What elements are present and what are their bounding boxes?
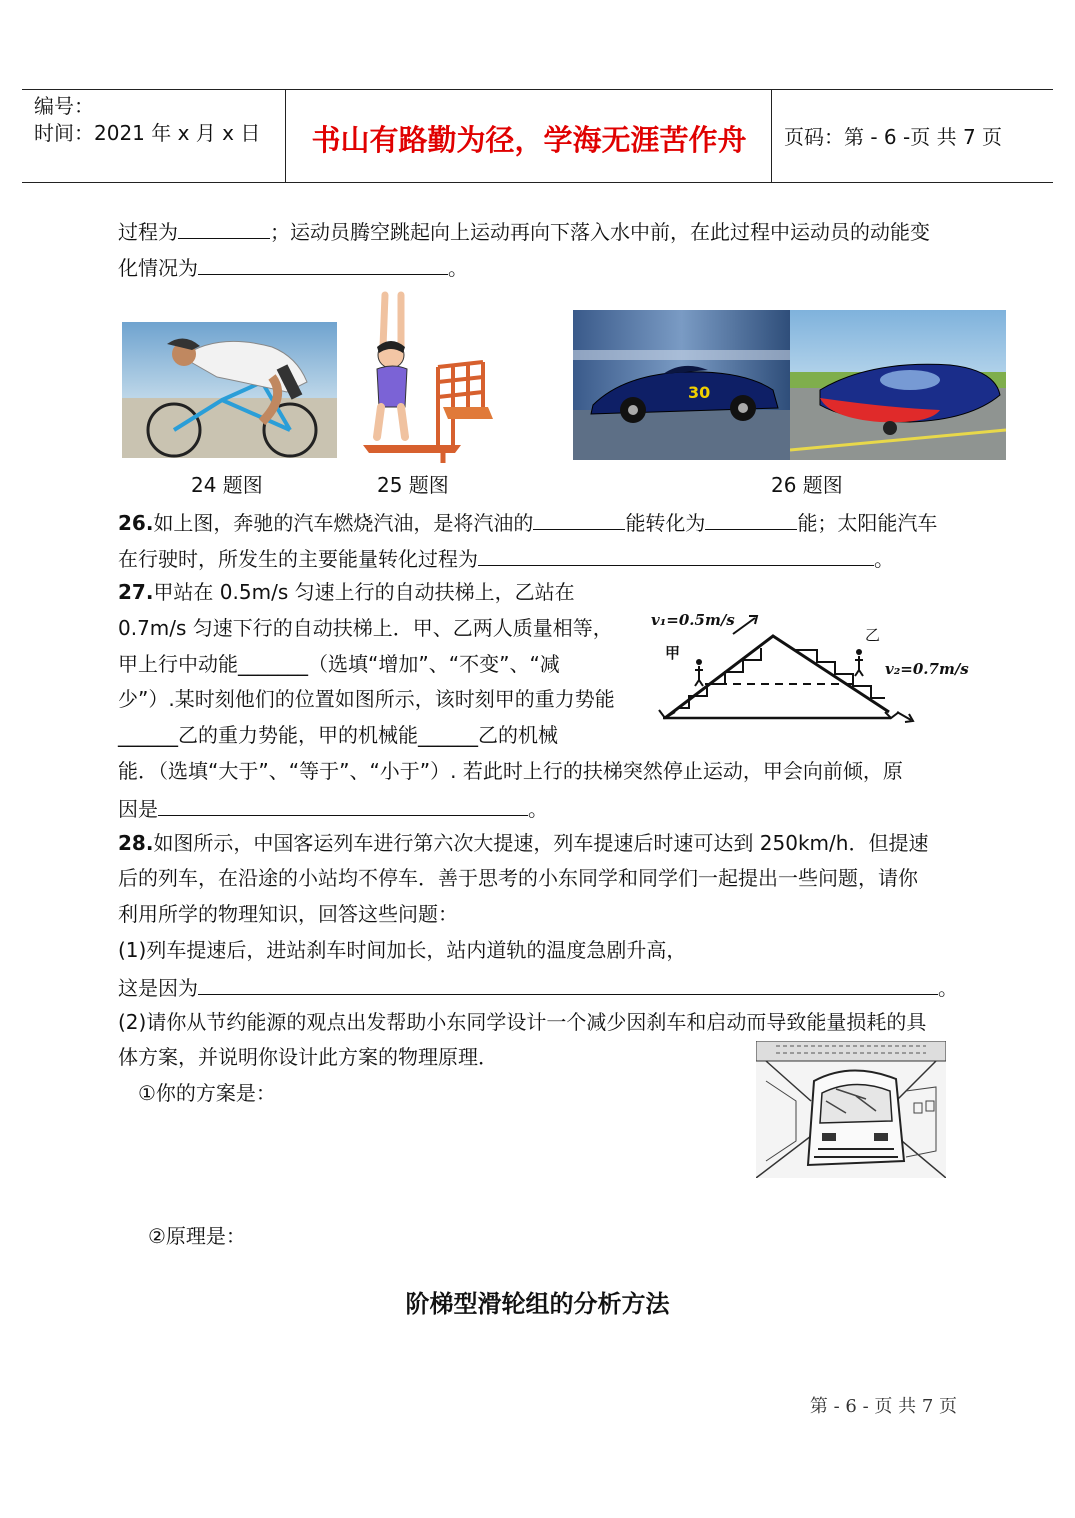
section-title: 阶梯型滑轮组的分析方法	[405, 1289, 670, 1318]
answer-blank[interactable]	[178, 216, 270, 239]
fig24-cyclist-photo	[122, 322, 337, 458]
person-jia-figure	[695, 659, 703, 686]
q26-text-a: 如上图，奔驰的汽车燃烧汽油，是将汽油的	[153, 511, 534, 535]
answer-blank[interactable]	[198, 972, 938, 995]
q28-plan-label: ①你的方案是：	[138, 1081, 276, 1105]
q28-number: 28.	[118, 831, 154, 855]
train-tunnel-sketch	[756, 1041, 946, 1178]
q26-text-b: 能转化为	[625, 511, 706, 535]
escalator-diagram	[645, 600, 975, 730]
header-motto: 书山有路勤为径，学海无涯苦作舟	[311, 123, 747, 157]
q28-principle-label: ②原理是：	[148, 1224, 246, 1248]
header-bottom-border	[22, 182, 1053, 183]
svg-text:30: 30	[688, 383, 711, 402]
q28-line-5	[118, 972, 958, 1002]
q28-line-4: (1)列车提速后，进站刹车时间加长，站内道轨的温度急剧升高，	[118, 938, 687, 962]
q25-text-d: 。	[448, 256, 468, 280]
answer-blank[interactable]	[705, 507, 797, 530]
q28-line-7: 体方案，并说明你设计此方案的物理原理．	[118, 1045, 498, 1069]
q28-line-3: 利用所学的物理知识，回答这些问题：	[118, 902, 458, 926]
fig26-solar-car-photo	[790, 310, 1006, 460]
person-yi-figure	[855, 649, 863, 676]
yi-label: 乙	[865, 626, 881, 644]
answer-blank[interactable]	[198, 252, 448, 275]
q25-line-2	[118, 252, 468, 282]
answer-blank[interactable]	[478, 543, 874, 566]
q27-line-7	[118, 793, 548, 823]
q26-text-d: 在行驶时，所发生的主要能量转化过程为	[118, 547, 478, 571]
v2-label: v₂=0.7m/s	[885, 660, 969, 678]
page-footer: 第 - 6 - 页 共 7 页	[809, 1396, 957, 1417]
q25-text-a: 过程为	[118, 220, 178, 244]
q28-text-5a: 这是因为	[118, 976, 198, 1000]
q27-line-2: 0.7m/s 匀速下行的自动扶梯上．甲、乙两人质量相等，	[118, 616, 613, 640]
header-page-info: 页码：第 - 6 -页 共 7 页	[784, 125, 1003, 149]
fig25-caption: 25 题图	[377, 473, 449, 497]
q27-number: 27.	[118, 580, 154, 604]
fig26-caption: 26 题图	[771, 473, 843, 497]
q28-line-6: (2)请你从节约能源的观点出发帮助小东同学设计一个减少因刹车和启动而导致能量损耗的具	[118, 1010, 927, 1034]
q27-line-6: 能．（选填“大于”、“等于”、“小于”）. 若此时上行的扶梯突然停止运动，甲会向前倾，原	[118, 759, 903, 783]
q28-text-5b: 。	[938, 976, 958, 1000]
fig25-diver-illustration	[343, 287, 503, 465]
fig24-caption: 24 题图	[191, 473, 263, 497]
q27-line-3: 甲上行中动能_______（选填“增加”、“不变”、“减	[118, 652, 560, 676]
answer-blank[interactable]	[158, 793, 528, 816]
q25-line-1	[118, 216, 930, 246]
v1-label: v₁=0.5m/s	[651, 611, 735, 629]
q26-number: 26.	[118, 511, 154, 535]
q26-text-e: 。	[874, 547, 894, 571]
q27-text-1: 甲站在 0.5m/s 匀速上行的自动扶梯上，乙站在	[153, 580, 575, 604]
answer-blank[interactable]	[533, 507, 625, 530]
q27-line-4: 少”）.某时刻他们的位置如图所示，该时刻甲的重力势能	[118, 687, 615, 711]
q28-line-1	[118, 829, 928, 857]
q28-text-1: 如图所示，中国客运列车进行第六次大提速，列车提速后时速可达到 250km/h．但提速	[153, 831, 929, 855]
q27-text-7a: 因是	[118, 797, 158, 821]
q26-line-2	[118, 543, 894, 573]
q27-line-1	[118, 578, 575, 606]
q26-line-1	[118, 507, 937, 537]
q27-line-5: ______乙的重力势能，甲的机械能______乙的机械	[118, 723, 558, 747]
q26-text-c: 能；太阳能汽车	[797, 511, 938, 535]
jia-label: 甲	[665, 644, 681, 662]
q28-line-2: 后的列车，在沿途的小站均不停车．善于思考的小东同学和同学们一起提出一些问题，请你	[118, 866, 918, 890]
header-number-label: 编号：	[34, 94, 94, 118]
fig26-race-car-photo	[573, 310, 790, 460]
header-top-border	[22, 89, 1053, 90]
header-time-label: 时间：2021 年 x 月 x 日	[34, 121, 261, 145]
q25-text-c: 化情况为	[118, 256, 198, 280]
q27-text-7b: 。	[528, 797, 548, 821]
q25-text-b: ；运动员腾空跳起向上运动再向下落入水中前，在此过程中运动员的动能变	[270, 220, 930, 244]
